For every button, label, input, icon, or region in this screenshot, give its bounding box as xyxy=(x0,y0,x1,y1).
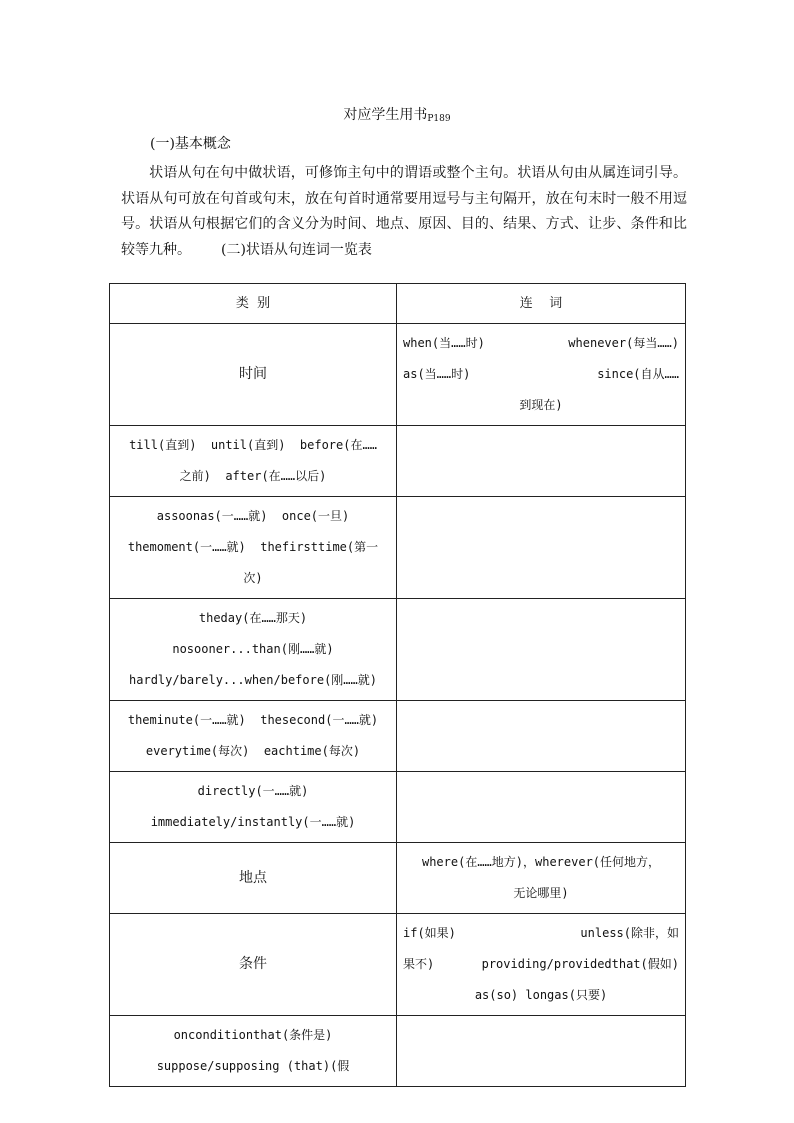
category-cell xyxy=(110,701,397,772)
cell-text: whenever(每当……) xyxy=(568,336,679,350)
table-header-row xyxy=(110,284,686,324)
cell-line: everytime(每次) eachtime(每次) xyxy=(145,744,361,758)
cell-text: 果不) xyxy=(403,957,435,971)
table-row xyxy=(110,497,686,599)
cell-line: immediately/instantly(一……就) xyxy=(150,815,356,829)
header-text: 对应学生用书 xyxy=(343,107,428,123)
category-cell xyxy=(110,599,397,701)
category-cell xyxy=(110,426,397,497)
table-row xyxy=(110,843,686,914)
conjunction-cell xyxy=(397,426,686,497)
cell-line: 次) xyxy=(243,571,263,585)
cell-line: suppose/supposing (that)(假 xyxy=(156,1059,350,1073)
cell-line: onconditionthat(条件是) xyxy=(173,1028,333,1042)
conjunction-cell xyxy=(397,843,686,914)
table-row xyxy=(110,1016,686,1087)
category-cell xyxy=(110,497,397,599)
cell-line: themoment(一……就) thefirsttime(第一 xyxy=(127,540,379,554)
cell-text: since(自从…… xyxy=(597,367,679,381)
cell-text: when(当……时) xyxy=(403,336,485,350)
conjunction-cell xyxy=(397,772,686,843)
header-conjunctions: 连 词 xyxy=(397,284,686,324)
cell-line: 到现在) xyxy=(519,398,563,412)
cell-line: assoonas(一……就) once(一旦) xyxy=(156,509,350,523)
category-cell xyxy=(110,772,397,843)
cell-text: unless(除非，如 xyxy=(580,926,679,940)
table-row xyxy=(110,701,686,772)
cell-text: providing/providedthat(假如) xyxy=(481,957,679,971)
conjunction-cell xyxy=(397,324,686,426)
conjunction-cell xyxy=(397,599,686,701)
conjunction-cell xyxy=(397,497,686,599)
cell-line: directly(一……就) xyxy=(197,784,309,798)
cell-line xyxy=(403,918,679,949)
cell-line: hardly/barely...when/before(刚……就) xyxy=(129,673,377,687)
table-row xyxy=(110,324,686,426)
conjunction-cell xyxy=(397,701,686,772)
cell-line: theminute(一……就) thesecond(一……就) xyxy=(127,713,379,727)
cell-line xyxy=(403,949,679,980)
cell-line: where(在……地方)，wherever(任何地方， xyxy=(421,855,661,869)
cell-line: as(so) longas(只要) xyxy=(474,988,608,1002)
table-title: (二)状语从句连词一览表 xyxy=(221,241,372,258)
cell-line: theday(在……那天) xyxy=(198,611,308,625)
table-row xyxy=(110,914,686,1016)
category-cell: 地点 xyxy=(110,843,397,914)
table-row xyxy=(110,772,686,843)
paragraph-text: 状语从句在句中做状语，可修饰主句中的谓语或整个主句。状语从句由从属连词引导。状语从句可放在句首或句末，放在句首时通常要用逗号与主句隔开，放在句末时一般不用逗号。状语从句根据它们的含义分为时间、地点、原因、目的、结果、方式、让步、条件和比较等九种。 xyxy=(121,165,687,258)
cell-line: till(直到) until(直到) before(在…… xyxy=(129,438,377,452)
page-header xyxy=(0,104,794,124)
cell-text: as(当……时) xyxy=(403,367,471,381)
header-category: 类 别 xyxy=(110,284,397,324)
category-cell: 时间 xyxy=(110,324,397,426)
category-cell: 条件 xyxy=(110,914,397,1016)
cell-line: 无论哪里) xyxy=(513,886,569,900)
cell-line: nosooner...than(刚……就) xyxy=(172,642,334,656)
conjunction-cell xyxy=(397,1016,686,1087)
table-row xyxy=(110,599,686,701)
header-page-ref: P189 xyxy=(427,114,451,124)
cell-line xyxy=(403,328,679,359)
section-title: (一)基本概念 xyxy=(150,136,231,152)
conjunction-cell xyxy=(397,914,686,1016)
cell-line: 之前) after(在……以后) xyxy=(179,469,327,483)
intro-paragraph xyxy=(121,161,687,263)
conjunction-table xyxy=(109,283,686,1087)
cell-text: if(如果) xyxy=(403,926,456,940)
cell-line xyxy=(403,359,679,390)
table-row xyxy=(110,426,686,497)
category-cell xyxy=(110,1016,397,1087)
